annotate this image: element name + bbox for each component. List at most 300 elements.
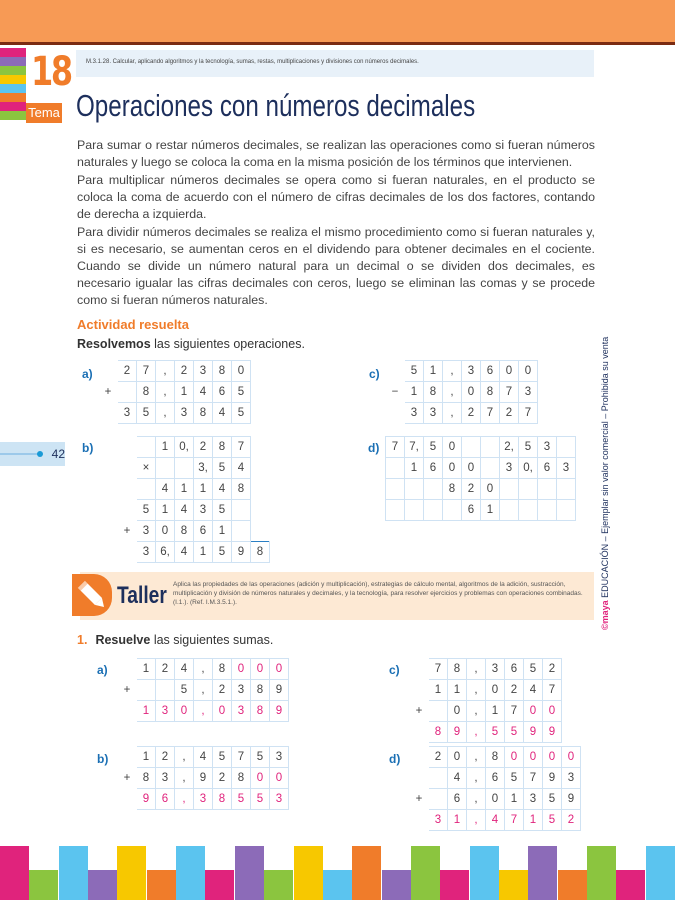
grid-cell: 8 (448, 659, 467, 680)
grid-cell: 9 (270, 701, 289, 722)
grid-cell: 5 (519, 437, 538, 458)
grid-cell: 2 (462, 479, 481, 500)
grid-cell: 0 (448, 747, 467, 768)
grid-cell (386, 479, 405, 500)
grid-cell (410, 680, 429, 701)
grid-cell: 2 (118, 361, 137, 382)
grid-cell: 7 (505, 810, 524, 831)
grid-cell: 5 (251, 747, 270, 768)
bottom-bar (176, 846, 205, 900)
theme-label: Tema (26, 103, 62, 123)
grid-cell (386, 403, 405, 424)
grid-cell (500, 479, 519, 500)
label-a: a) (82, 367, 93, 381)
grid-cell: 1 (194, 479, 213, 500)
grid-cell: , (443, 382, 462, 403)
grid-cell: 7 (481, 403, 500, 424)
grid-cell: 2 (175, 361, 194, 382)
bottom-bar (235, 846, 264, 900)
grid-cell: 8 (251, 701, 270, 722)
grid-row (410, 701, 562, 722)
grid-cell: 8 (213, 789, 232, 810)
grid-cell: 5 (543, 810, 562, 831)
exercise-1-instruction: 1. Resuelve las siguientes sumas. (77, 633, 274, 647)
grid-cell: 0 (251, 768, 270, 789)
bottom-bar (264, 870, 293, 900)
resolved-b-grid (117, 436, 270, 563)
grid-cell: 3 (232, 701, 251, 722)
grid-cell: 5 (213, 500, 232, 521)
grid-cell (429, 768, 448, 789)
activity-instruction: Resolvemos las siguientes operaciones. (77, 337, 305, 351)
bottom-bar (294, 846, 323, 900)
grid-cell: , (194, 701, 213, 722)
grid-cell: 5 (232, 789, 251, 810)
bottom-bar (59, 846, 88, 900)
grid-cell: 4 (213, 403, 232, 424)
grid-cell: 5 (251, 789, 270, 810)
grid-cell: 8 (213, 437, 232, 458)
grid-cell: 0 (543, 747, 562, 768)
grid-cell: 3, (194, 458, 213, 479)
grid-cell: 2 (194, 437, 213, 458)
pencil-icon (72, 574, 112, 616)
grid-cell (137, 479, 156, 500)
grid-cell (557, 479, 576, 500)
label-b: b) (82, 441, 94, 455)
grid-cell: , (175, 789, 194, 810)
grid-cell: 2 (505, 680, 524, 701)
grid-cell: , (175, 768, 194, 789)
grid-cell: 5 (213, 542, 232, 563)
sum-d-grid (409, 746, 581, 831)
grid-cell (118, 479, 137, 500)
grid-cell (118, 382, 137, 403)
grid-cell: + (415, 705, 423, 717)
grid-cell (557, 437, 576, 458)
grid-cell: 6 (538, 458, 557, 479)
grid-row (386, 458, 576, 479)
bottom-bar (411, 846, 440, 900)
grid-cell: 2 (462, 403, 481, 424)
grid-cell: 1 (137, 659, 156, 680)
grid-cell: 3 (462, 361, 481, 382)
paragraph-multiply: Para multiplicar números decimales se opera como si fueran naturales, en el producto se coloca la coma de acuerdo con el número de cifras decimales de los dos factores, contando de derecha a izquierda. (77, 173, 595, 221)
grid-cell: 6 (486, 768, 505, 789)
grid-cell (137, 680, 156, 701)
sum-a-grid (117, 658, 289, 722)
grid-cell: 3 (557, 458, 576, 479)
grid-row (118, 701, 289, 722)
grid-cell: − (391, 386, 399, 398)
grid-cell: 8 (213, 361, 232, 382)
page-number: 42 (51, 447, 65, 461)
grid-cell: 5 (543, 789, 562, 810)
grid-cell (481, 437, 500, 458)
grid-row (118, 789, 289, 810)
grid-cell: 2 (543, 659, 562, 680)
grid-cell: 1 (137, 701, 156, 722)
grid-cell: 7 (386, 437, 405, 458)
grid-cell (386, 500, 405, 521)
grid-cell: 3 (270, 789, 289, 810)
resolved-c-grid (385, 360, 538, 424)
grid-cell: + (123, 525, 131, 537)
grid-cell: 8 (232, 479, 251, 500)
grid-cell: × (137, 458, 156, 479)
bottom-bar (352, 846, 381, 900)
grid-cell: + (123, 684, 131, 696)
grid-cell: 8 (137, 382, 156, 403)
grid-cell: , (467, 659, 486, 680)
grid-cell: 8 (443, 479, 462, 500)
grid-cell (386, 361, 405, 382)
grid-cell: 1 (429, 680, 448, 701)
grid-cell: 8 (429, 722, 448, 743)
grid-cell (137, 437, 156, 458)
grid-cell: 2 (213, 768, 232, 789)
grid-cell (410, 659, 429, 680)
grid-cell (386, 458, 405, 479)
grid-cell: 3 (405, 403, 424, 424)
grid-cell: 8 (213, 659, 232, 680)
grid-cell: 4 (194, 382, 213, 403)
grid-cell: 0 (232, 659, 251, 680)
grid-row (386, 437, 576, 458)
grid-cell: 3 (194, 361, 213, 382)
grid-cell: , (443, 361, 462, 382)
grid-cell (519, 479, 538, 500)
grid-cell: 1 (156, 437, 175, 458)
grid-cell: 9 (543, 722, 562, 743)
bottom-bar (117, 846, 146, 900)
grid-row (386, 403, 538, 424)
grid-row (118, 458, 270, 479)
grid-cell: 0 (270, 659, 289, 680)
resolved-d-grid (385, 436, 576, 521)
grid-cell (232, 521, 251, 542)
grid-cell: 4 (524, 680, 543, 701)
paragraph-divide: Para dividir números decimales se realiza el mismo procedimiento como si fueran naturales y, si es necesario, se aumentan ceros en el dividendo para obtener decimales en el cociente. Cuando se divide un número natural para un decimal o se dividen dos decimales, es necesario igualar las cifras decimales con ceros, luego se eliminan las comas y se procede como si fueran números naturales. (77, 225, 595, 307)
top-line (0, 42, 675, 45)
grid-cell: 7 (232, 747, 251, 768)
grid-cell: 0, (519, 458, 538, 479)
grid-cell: 0 (462, 458, 481, 479)
grid-cell: 3 (137, 542, 156, 563)
grid-row (118, 437, 270, 458)
taller-badge (72, 574, 112, 616)
grid-cell: 0 (562, 747, 581, 768)
grid-row (386, 479, 576, 500)
grid-row (118, 500, 270, 521)
grid-cell: 5 (424, 437, 443, 458)
grid-cell: 0 (543, 701, 562, 722)
grid-cell: + (415, 793, 423, 805)
grid-cell: 5 (405, 361, 424, 382)
grid-cell: 1 (213, 521, 232, 542)
grid-cell: 3 (429, 810, 448, 831)
paragraph-sum: Para sumar o restar números decimales, se realizan las operaciones como si fueran números naturales y luego se coloca la coma en la misma posición de los términos que intervienen. (77, 138, 595, 169)
grid-row (410, 680, 562, 701)
sum-c-grid (409, 658, 562, 743)
grid-cell: 1 (137, 747, 156, 768)
grid-cell: 2 (500, 403, 519, 424)
grid-cell: , (175, 747, 194, 768)
grid-cell: 0 (505, 747, 524, 768)
grid-cell: 1 (156, 500, 175, 521)
grid-row (410, 810, 581, 831)
grid-cell (538, 479, 557, 500)
grid-cell: 0 (524, 701, 543, 722)
grid-cell: 3 (156, 701, 175, 722)
grid-cell: 7 (519, 403, 538, 424)
grid-cell: 8 (137, 768, 156, 789)
grid-cell: , (467, 810, 486, 831)
grid-cell: 3 (156, 768, 175, 789)
bottom-bar (0, 846, 29, 900)
grid-cell: 6 (213, 382, 232, 403)
grid-cell: 5 (486, 722, 505, 743)
grid-cell: , (467, 701, 486, 722)
grid-cell: 2 (562, 810, 581, 831)
grid-cell: 4 (213, 479, 232, 500)
bottom-bar (323, 870, 352, 900)
grid-cell: 8 (251, 680, 270, 701)
grid-cell: 9 (194, 768, 213, 789)
grid-cell: + (104, 386, 112, 398)
grid-cell: 0 (462, 382, 481, 403)
grid-cell: 0 (213, 701, 232, 722)
grid-cell: 4 (156, 479, 175, 500)
grid-cell (118, 747, 137, 768)
grid-row (118, 542, 270, 563)
grid-row (118, 680, 289, 701)
grid-cell: 6 (462, 500, 481, 521)
label-c: c) (369, 367, 380, 381)
grid-cell: 0 (232, 361, 251, 382)
grid-row (410, 789, 581, 810)
bottom-color-bars (0, 846, 675, 900)
grid-cell (175, 458, 194, 479)
top-band (0, 0, 675, 42)
grid-cell: , (156, 382, 175, 403)
grid-cell: 6 (448, 789, 467, 810)
grid-cell: 0 (524, 747, 543, 768)
grid-cell: 6 (424, 458, 443, 479)
bottom-bar (528, 846, 557, 900)
grid-cell (118, 542, 137, 563)
grid-cell: 7 (232, 437, 251, 458)
grid-cell: 3 (232, 680, 251, 701)
grid-cell: 0 (500, 361, 519, 382)
grid-cell: 1 (405, 458, 424, 479)
grid-cell: 1 (505, 789, 524, 810)
grid-cell: 0 (175, 701, 194, 722)
grid-cell: 3 (486, 659, 505, 680)
grid-cell (99, 403, 118, 424)
grid-cell: 3 (175, 403, 194, 424)
grid-row (410, 659, 562, 680)
theme-number: 18 (31, 49, 71, 95)
grid-row (118, 479, 270, 500)
bottom-bar (382, 870, 411, 900)
grid-cell: 6 (194, 521, 213, 542)
grid-cell (429, 701, 448, 722)
grid-cell: 5 (524, 659, 543, 680)
grid-cell: + (123, 772, 131, 784)
side-copyright: ©maya EDUCACIÓN – Ejemplar sin valor comercial – Prohibida su venta (600, 336, 610, 630)
activity-heading: Actividad resuelta (77, 317, 189, 332)
grid-cell: 0 (519, 361, 538, 382)
grid-cell: 7 (524, 768, 543, 789)
grid-row (118, 747, 289, 768)
skill-box: M.3.1.28. Calcular, aplicando algoritmos y la tecnología, sumas, restas, multiplicaciones y divisiones con números decimales. (76, 50, 594, 77)
grid-cell: 2 (429, 747, 448, 768)
grid-row (410, 768, 581, 789)
grid-cell: , (467, 747, 486, 768)
grid-row (410, 722, 562, 743)
grid-cell: 9 (270, 680, 289, 701)
grid-cell (557, 500, 576, 521)
bottom-bar (646, 846, 675, 900)
grid-cell: 5 (232, 382, 251, 403)
grid-cell: 2 (156, 659, 175, 680)
grid-cell: 9 (232, 542, 251, 563)
grid-row (386, 382, 538, 403)
grid-cell (405, 479, 424, 500)
grid-cell: 0, (175, 437, 194, 458)
grid-row (386, 500, 576, 521)
bottom-bar (558, 870, 587, 900)
grid-cell: 4 (194, 747, 213, 768)
grid-cell: 1 (424, 361, 443, 382)
grid-cell: 3 (562, 768, 581, 789)
grid-cell: , (467, 680, 486, 701)
grid-cell: 9 (448, 722, 467, 743)
grid-cell: 9 (562, 789, 581, 810)
grid-cell: 4 (448, 768, 467, 789)
grid-cell: 1 (175, 382, 194, 403)
grid-cell: 1 (405, 382, 424, 403)
grid-row (386, 361, 538, 382)
grid-cell: 7 (137, 361, 156, 382)
bottom-bar (205, 870, 234, 900)
resolved-a-grid (98, 360, 251, 424)
grid-row (410, 747, 581, 768)
grid-cell (410, 768, 429, 789)
grid-cell: 1 (524, 810, 543, 831)
grid-cell: 5 (137, 403, 156, 424)
grid-cell: 3 (538, 437, 557, 458)
grid-cell (424, 500, 443, 521)
page-number-line (0, 453, 38, 455)
grid-cell: 0 (251, 659, 270, 680)
grid-cell: 1 (448, 810, 467, 831)
grid-cell: 0 (443, 437, 462, 458)
bottom-bar (440, 870, 469, 900)
sum-label-b: b) (97, 752, 109, 766)
grid-cell: 6, (156, 542, 175, 563)
sum-label-c: c) (389, 663, 400, 677)
grid-cell: 8 (486, 747, 505, 768)
grid-row (99, 403, 251, 424)
grid-cell (99, 361, 118, 382)
bottom-bar (587, 846, 616, 900)
grid-row (118, 521, 270, 542)
grid-cell: 0 (448, 701, 467, 722)
grid-cell: 5 (505, 722, 524, 743)
grid-cell (405, 500, 424, 521)
grid-cell: 8 (251, 542, 270, 563)
grid-cell: 3 (194, 500, 213, 521)
grid-cell: 0 (156, 521, 175, 542)
grid-cell (462, 437, 481, 458)
sum-b-grid (117, 746, 289, 810)
grid-cell (118, 701, 137, 722)
grid-cell: 4 (175, 500, 194, 521)
grid-cell: 5 (175, 680, 194, 701)
grid-cell: , (156, 403, 175, 424)
taller-title: Taller (117, 582, 167, 609)
grid-cell: , (467, 768, 486, 789)
grid-cell: 3 (524, 789, 543, 810)
page-title: Operaciones con números decimales (76, 88, 476, 123)
grid-cell: 3 (270, 747, 289, 768)
grid-cell: 6 (481, 361, 500, 382)
grid-cell: 6 (156, 789, 175, 810)
grid-cell: 3 (194, 789, 213, 810)
grid-cell: 1 (175, 479, 194, 500)
grid-cell: 7 (500, 382, 519, 403)
grid-cell: 8 (175, 521, 194, 542)
sum-label-a: a) (97, 663, 108, 677)
grid-cell: 6 (505, 659, 524, 680)
bottom-bar (616, 870, 645, 900)
grid-cell (519, 500, 538, 521)
grid-cell: 5 (213, 747, 232, 768)
grid-cell: , (467, 789, 486, 810)
grid-cell (232, 500, 251, 521)
grid-cell: 3 (137, 521, 156, 542)
grid-cell: 3 (519, 382, 538, 403)
bottom-bar (147, 870, 176, 900)
grid-row (118, 768, 289, 789)
grid-cell: 0 (443, 458, 462, 479)
grid-cell: 0 (270, 768, 289, 789)
grid-cell: 7 (429, 659, 448, 680)
grid-cell: 5 (213, 458, 232, 479)
grid-cell: , (467, 722, 486, 743)
grid-cell: , (156, 361, 175, 382)
grid-cell: 7, (405, 437, 424, 458)
grid-cell (118, 437, 137, 458)
grid-cell: 5 (505, 768, 524, 789)
grid-cell: 3 (424, 403, 443, 424)
grid-cell: 8 (194, 403, 213, 424)
grid-cell: 9 (543, 768, 562, 789)
grid-cell: 1 (448, 680, 467, 701)
grid-cell (118, 659, 137, 680)
grid-cell: 5 (232, 403, 251, 424)
taller-text: Aplica las propiedades de las operaciones (adición y multiplicación), estrategias de cálculo mental, algoritmos de la adición, sustracción, multiplicación y división de números naturales y decimales, y la tecnología, para resolver ejercicios y problemas con operaciones combinadas. (I.1.). (Ref. I.M.3.5.1.). (173, 581, 583, 606)
label-d: d) (368, 441, 380, 455)
grid-cell: 4 (232, 458, 251, 479)
grid-cell (538, 500, 557, 521)
grid-cell: 5 (137, 500, 156, 521)
grid-cell: 8 (424, 382, 443, 403)
grid-cell (500, 500, 519, 521)
grid-cell: 9 (137, 789, 156, 810)
